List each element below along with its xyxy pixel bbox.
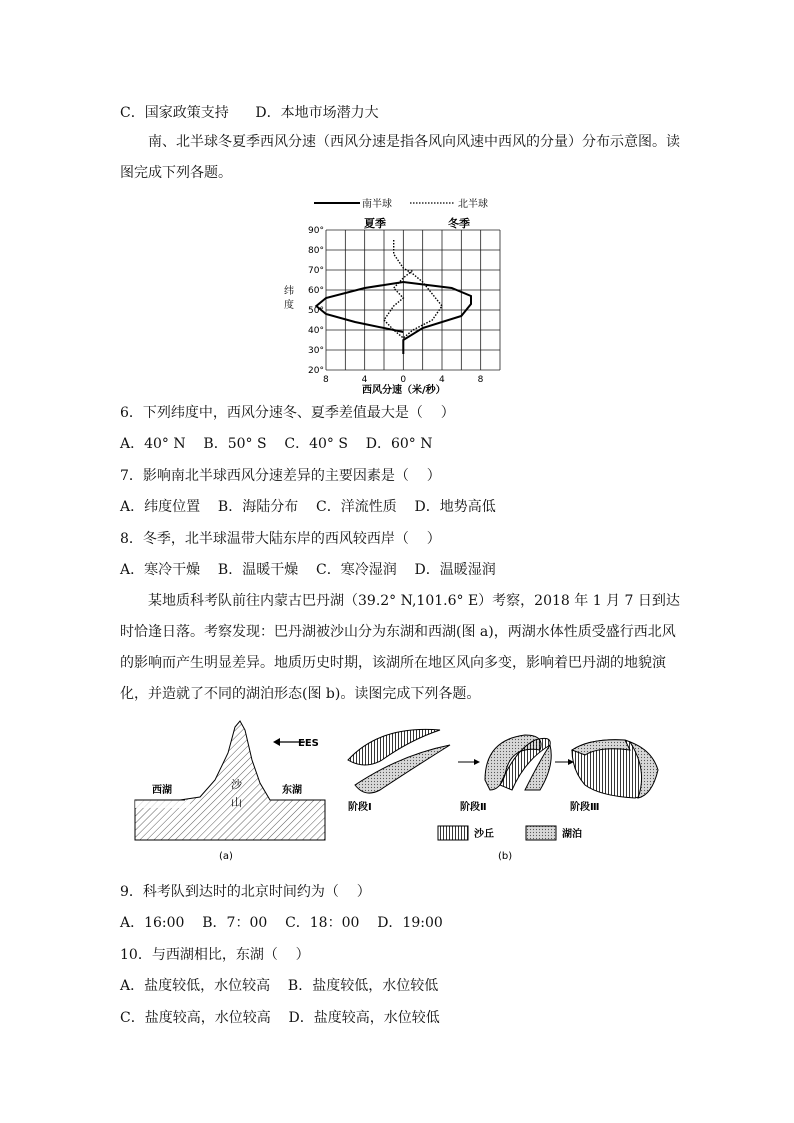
west-lake-label: 西湖 — [152, 785, 172, 796]
y-tick-label: 90° — [308, 226, 324, 236]
y-tick-label: 40° — [308, 326, 324, 336]
q8-options: A．寒冷干燥 B．温暖干燥 C．寒冷湿润 D．温暖湿润 — [120, 562, 496, 578]
fig-b-caption: (b) — [498, 851, 513, 862]
q9: 9．科考队到达时的北京时间约为（ ） — [120, 884, 371, 900]
y-axis-label-2: 度 — [284, 300, 294, 311]
sand-label-2: 山 — [231, 796, 242, 809]
west-lake-water — [135, 800, 190, 808]
sand-mountain — [135, 721, 325, 840]
stage1-label: 阶段Ⅰ — [348, 802, 372, 813]
intro-paragraph-2: 某地质科考队前往内蒙古巴丹湖（39.2° N,101.6° E）考察，2018 年 1 月 7 日到达时恰逢日落。考察发现：巴丹湖被沙山分为东湖和西湖(图 a)，两湖水体性质受盛行西北风的影响而产生明显差异。地质历史时期，该湖所在地区风向多变，影响着巴丹湖的地貌演化，并造就了不同的湖泊形态(图 b)。读图完成下列各题。 — [120, 593, 680, 702]
stage2-label: 阶段Ⅱ — [460, 802, 487, 813]
q6-options: A．40° N B．50° S C．40° S D．60° N — [120, 436, 433, 452]
legend-lake-label: 湖泊 — [562, 829, 582, 840]
east-lake-label: 东湖 — [282, 785, 302, 796]
q10-options-2: C．盐度较高，水位较高 D．盐度较高，水位较低 — [120, 1010, 440, 1026]
stage3-label: 阶段Ⅲ — [570, 802, 600, 813]
wind-speed-chart — [270, 190, 520, 400]
x-tick-label: 4 — [361, 375, 368, 385]
legend-north-label: 北半球 — [458, 199, 488, 210]
chart-grid — [326, 230, 500, 370]
legend-dune-label: 沙丘 — [474, 829, 494, 840]
x-tick-label: 8 — [323, 375, 329, 385]
series-south — [316, 282, 471, 354]
q5-options: C．国家政策支持 D．本地市场潜力大 — [120, 105, 379, 121]
q9-options: A．16:00 B．7：00 C．18：00 D．19:00 — [120, 915, 443, 931]
y-tick-label: 30° — [308, 346, 324, 356]
sand-label-1: 沙 — [231, 778, 242, 791]
figure-a — [130, 715, 330, 865]
y-tick-label: 20° — [308, 366, 324, 376]
q8: 8．冬季，北半球温带大陆东岸的西风较西岸（ ） — [120, 531, 441, 547]
series-north — [384, 240, 442, 338]
summer-title: 夏季 — [364, 217, 386, 230]
y-tick-label: 50° — [308, 306, 324, 316]
y-tick-label: 70° — [308, 266, 324, 276]
figure-b — [340, 720, 680, 865]
fig-a-caption: (a) — [219, 851, 233, 862]
x-tick-label: 4 — [439, 375, 445, 385]
legend-dune-swatch — [438, 826, 468, 840]
legend-lake-swatch — [526, 826, 556, 840]
x-axis-label: 西风分速（米/秒） — [362, 385, 446, 396]
q10: 10．与西湖相比，东湖（ ） — [120, 947, 310, 963]
wind-label: EES — [298, 738, 319, 749]
x-tick-label: 0 — [400, 375, 407, 385]
q10-options-1: A．盐度较低，水位较高 B．盐度较低，水位较低 — [120, 978, 439, 994]
q7: 7．影响南北半球西风分速差异的主要因素是（ ） — [120, 468, 441, 484]
y-tick-label: 60° — [308, 286, 324, 296]
q6: 6．下列纬度中，西风分速冬、夏季差值最大是（ ） — [120, 405, 455, 421]
q7-options: A．纬度位置 B．海陆分布 C．洋流性质 D．地势高低 — [120, 499, 496, 515]
intro-paragraph-1: 南、北半球冬夏季西风分速（西风分速是指各风向风速中西风的分量）分布示意图。读图完成下列各题。 — [120, 134, 680, 181]
y-axis-label-1: 纬 — [284, 286, 294, 297]
x-tick-label: 8 — [477, 375, 484, 385]
legend-south-label: 南半球 — [362, 199, 392, 210]
winter-title: 冬季 — [448, 217, 470, 230]
y-tick-label: 80° — [308, 246, 324, 256]
